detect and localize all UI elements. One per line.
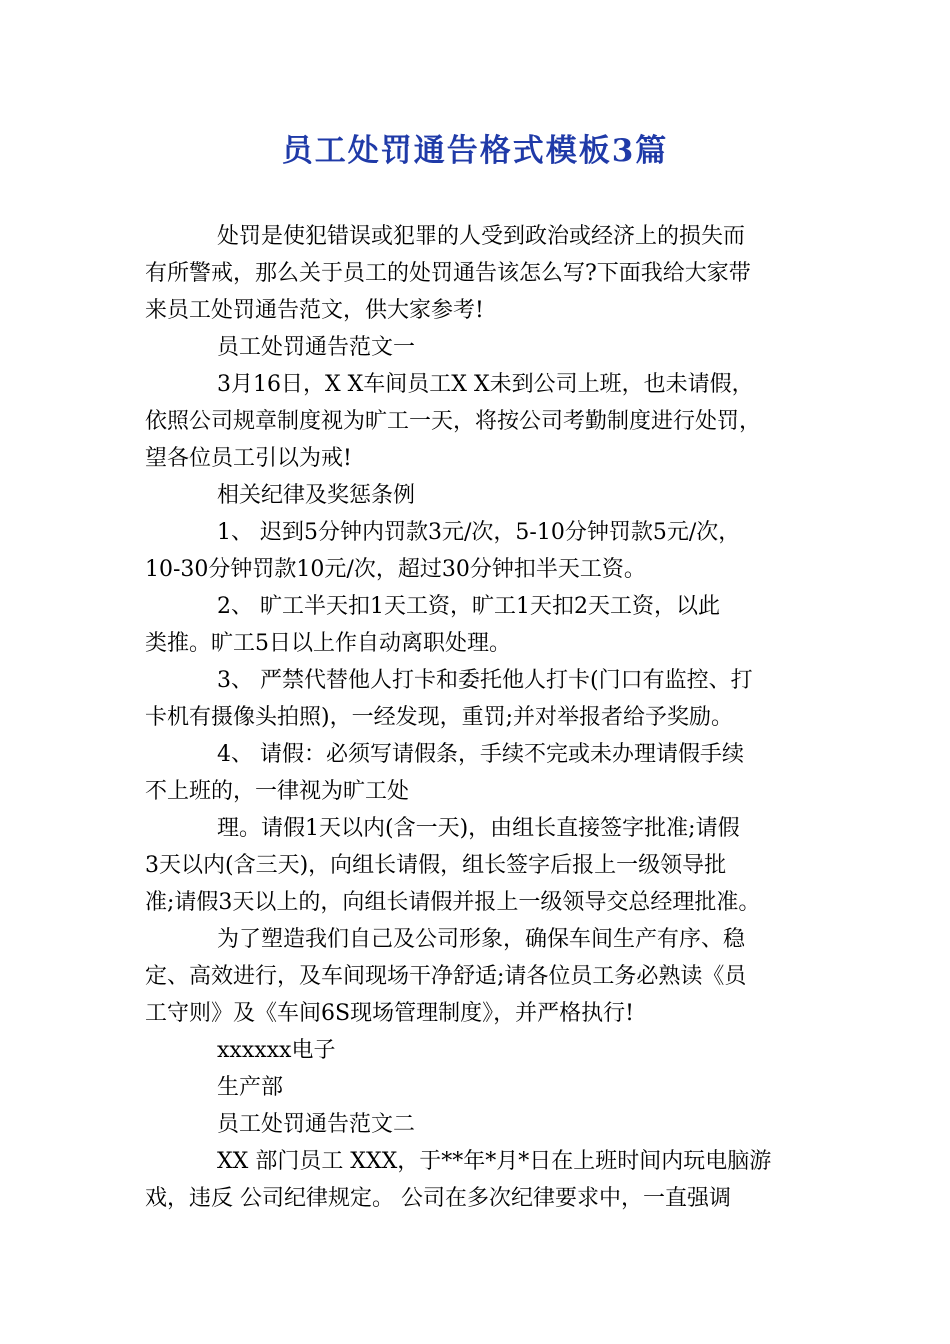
text-line: 10-30分钟罚款10元/次，超过30分钟扣半天工资。 [145,557,646,582]
text-line: 4、 请假：必须写请假条，手续不完或未办理请假手续 [217,742,744,767]
text-line: 卡机有摄像头拍照)，一经发现，重罚;并对举报者给予奖励。 [145,705,733,730]
paragraph [145,366,805,477]
paragraph [145,1106,805,1143]
paragraph [145,921,805,1032]
paragraph [145,1143,805,1217]
text-line: xxxxxx电子 [217,1038,336,1063]
paragraph [145,810,805,921]
text-line: XX 部门员工 XXX，于**年*月*日在上班时间内玩电脑游 [217,1149,772,1174]
text-line: 为了塑造我们自己及公司形象，确保车间生产有序、稳 [217,927,746,952]
text-line: 2、 旷工半天扣1天工资，旷工1天扣2天工资，以此 [217,594,720,619]
text-line: 来员工处罚通告范文，供大家参考! [145,298,484,323]
text-line: 望各位员工引以为戒! [145,446,352,471]
paragraph [145,1032,805,1069]
paragraph [145,329,805,366]
text-line: 员工处罚通告范文二 [217,1112,416,1137]
text-line: 工守则》及《车间6S现场管理制度》，并严格执行! [145,1001,634,1026]
document-body [145,218,805,1217]
paragraph [145,588,805,662]
paragraph [145,1069,805,1106]
paragraph [145,662,805,736]
text-line: 类推。旷工5日以上作自动离职处理。 [145,631,511,656]
document-title: 员工处罚通告格式模板3篇 [281,133,669,169]
text-line: 3月16日，X X车间员工X X未到公司上班，也未请假， [217,372,754,397]
text-line: 员工处罚通告范文一 [217,335,416,360]
text-line: 定、高效进行，及车间现场干净舒适;请各位员工务必熟读《员 [145,964,747,989]
text-line: 依照公司规章制度视为旷工一天，将按公司考勤制度进行处罚， [145,409,762,434]
text-line: 有所警戒，那么关于员工的处罚通告该怎么写?下面我给大家带 [145,261,751,286]
paragraph [145,477,805,514]
paragraph [145,736,805,810]
text-line: 3天以内(含三天)，向组长请假，组长签字后报上一级领导批 [145,853,727,878]
text-line: 不上班的，一律视为旷工处 [145,779,410,804]
text-line: 理。请假1天以内(含一天)，由组长直接签字批准;请假 [217,816,740,841]
text-line: 1、 迟到5分钟内罚款3元/次，5-10分钟罚款5元/次， [217,520,741,545]
text-line: 戏，违反 公司纪律规定。 公司在多次纪律要求中，一直强调 [145,1186,731,1211]
text-line: 准;请假3天以上的，向组长请假并报上一级领导交总经理批准。 [145,890,761,915]
paragraph [145,514,805,588]
text-line: 相关纪律及奖惩条例 [217,483,416,508]
text-line: 生产部 [217,1075,284,1100]
text-line: 3、 严禁代替他人打卡和委托他人打卡(门口有监控、打 [217,668,753,693]
text-line: 处罚是使犯错误或犯罪的人受到政治或经济上的损失而 [217,224,746,249]
paragraph [145,218,805,329]
